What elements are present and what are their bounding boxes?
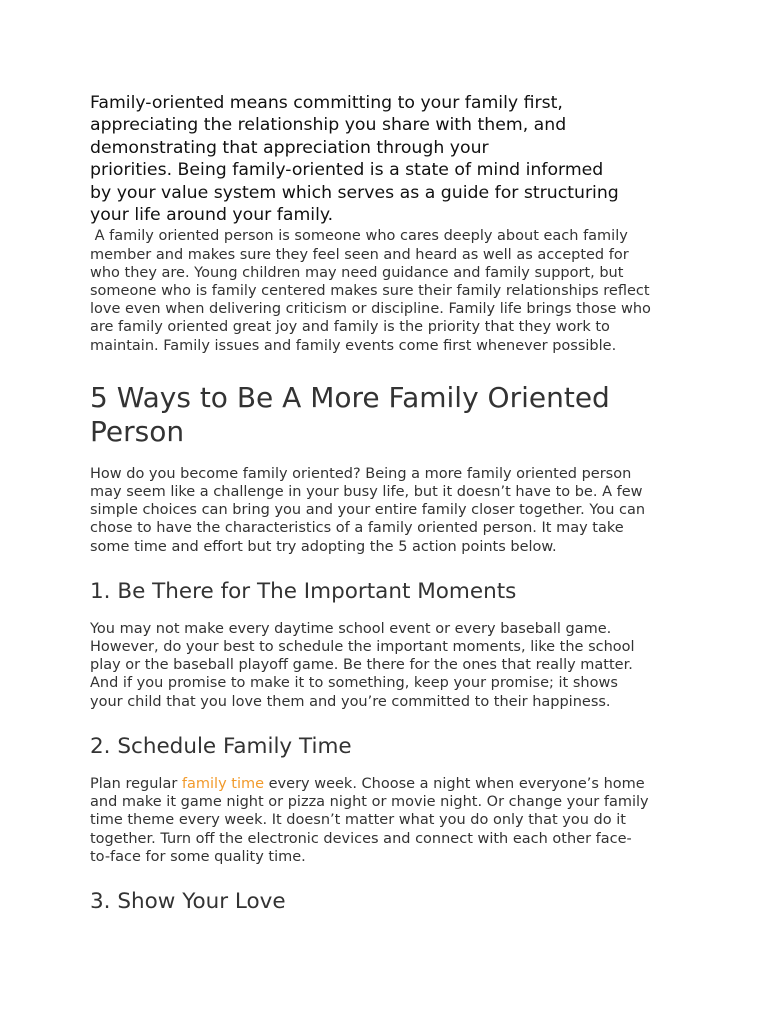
intro-line: are family oriented great joy and family is the priority that they work to (90, 319, 610, 336)
section-line: And if you promise to make it to something, keep your promise; it shows (90, 675, 618, 692)
section-line: to-face for some quality time. (90, 848, 306, 865)
section-line: play or the baseball playoff game. Be there for the ones that really matter. (90, 657, 633, 674)
section-heading-show-love: 3. Show Your Love (90, 888, 286, 914)
lead-line: appreciating the relationship you share with them, and (90, 115, 567, 136)
intro-line: member and makes sure they feel seen and heard as well as accepted for (90, 246, 629, 263)
section-line: You may not make every daytime school event or every baseball game. (90, 620, 612, 637)
line-suffix: every week. Choose a night when everyone’s home (264, 775, 645, 792)
lead-line: by your value system which serves as a guide for structuring (90, 182, 619, 203)
overview-line: chose to have the characteristics of a family oriented person. It may take (90, 520, 624, 537)
lead-line: demonstrating that appreciation through your (90, 137, 489, 158)
section-paragraph-family-time (90, 775, 682, 866)
section-paragraph-important-moments (90, 620, 682, 711)
lead-line: priorities. Being family-oriented is a state of mind informed (90, 160, 604, 181)
section-heading-family-time: 2. Schedule Family Time (90, 733, 352, 759)
intro-line: someone who is family centered makes sure their family relationships reflect (90, 283, 650, 300)
overview-line: simple choices can bring you and your entire family closer together. You can (90, 502, 646, 519)
section-line: together. Turn off the electronic devices and connect with each other face- (90, 830, 632, 847)
section-heading-important-moments: 1. Be There for The Important Moments (90, 578, 517, 604)
line-prefix: Plan regular (90, 775, 182, 792)
main-heading (90, 381, 682, 449)
lead-line: Family-oriented means committing to your family first, (90, 93, 563, 113)
intro-line: maintain. Family issues and family events come first whenever possible. (90, 337, 617, 354)
overview-line: How do you become family oriented? Being a more family oriented person (90, 465, 632, 482)
intro-line: A family oriented person is someone who cares deeply about each family (90, 228, 628, 245)
main-heading-line: Person (90, 414, 185, 448)
section-line-with-link (90, 775, 682, 793)
main-heading-line: 5 Ways to Be A More Family Oriented (90, 380, 610, 414)
section-line: However, do your best to schedule the important moments, like the school (90, 639, 635, 656)
section-line: and make it game night or pizza night or movie night. Or change your family (90, 794, 649, 811)
article-page (90, 92, 682, 916)
section-line: time theme every week. It doesn’t matter what you do only that you do it (90, 812, 626, 829)
lead-line: your life around your family. (90, 205, 334, 226)
intro-paragraph (90, 227, 682, 354)
section-line: your child that you love them and you’re committed to their happiness. (90, 693, 611, 710)
lead-paragraph (90, 92, 682, 226)
overview-line: some time and effort but try adopting the 5 action points below. (90, 538, 557, 555)
family-time-link[interactable]: family time (181, 775, 265, 792)
overview-line: may seem like a challenge in your busy life, but it doesn’t have to be. A few (90, 484, 643, 501)
intro-line: who they are. Young children may need guidance and family support, but (90, 264, 624, 281)
intro-line: love even when delivering criticism or discipline. Family life brings those who (90, 301, 651, 318)
overview-paragraph (90, 465, 682, 556)
